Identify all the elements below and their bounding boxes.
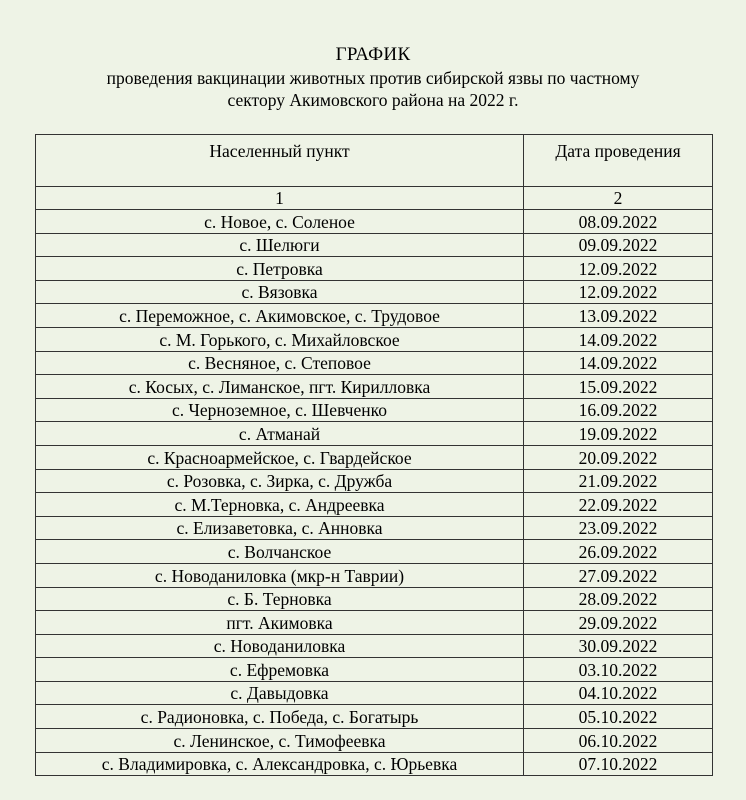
table-row [36,422,713,446]
table-row [36,210,713,234]
header-date: Дата проведения [524,135,713,187]
settlement-cell: с. Ефремовка [36,658,524,682]
table-row [36,540,713,564]
table-row [36,233,713,257]
settlement-cell: с. Радионовка, с. Победа, с. Богатырь [36,705,524,729]
date-cell: 12.09.2022 [524,280,713,304]
settlement-cell: с. Новоданиловка [36,634,524,658]
settlement-cell: с. Ленинское, с. Тимофеевка [36,729,524,753]
header-settlement: Населенный пункт [36,135,524,187]
date-cell: 28.09.2022 [524,587,713,611]
table-row [36,729,713,753]
date-cell: 12.09.2022 [524,257,713,281]
date-cell: 04.10.2022 [524,681,713,705]
settlement-cell: с. Б. Терновка [36,587,524,611]
settlement-cell: с. Елизаветовка, с. Анновка [36,516,524,540]
date-cell: 03.10.2022 [524,658,713,682]
table-header-row [36,135,713,187]
settlement-cell: пгт. Акимовка [36,611,524,635]
subtitle-line-2: сектору Акимовского района на 2022 г. [227,90,519,110]
date-cell: 07.10.2022 [524,752,713,776]
settlement-cell: с. Весняное, с. Степовое [36,351,524,375]
table-row [36,493,713,517]
subtitle-line-1: проведения вакцинации животных против сибирской язвы по частному [106,68,640,88]
table-row [36,304,713,328]
table-row [36,563,713,587]
date-cell: 14.09.2022 [524,327,713,351]
settlement-cell: с. Атманай [36,422,524,446]
date-cell: 13.09.2022 [524,304,713,328]
date-cell: 08.09.2022 [524,210,713,234]
table-row [36,516,713,540]
settlement-cell: с. Черноземное, с. Шевченко [36,398,524,422]
table-row [36,445,713,469]
date-cell: 30.09.2022 [524,634,713,658]
date-cell: 05.10.2022 [524,705,713,729]
settlement-cell: с. Давыдовка [36,681,524,705]
date-cell: 21.09.2022 [524,469,713,493]
date-cell: 15.09.2022 [524,375,713,399]
settlement-cell: с. Владимировка, с. Александровка, с. Юрьевка [36,752,524,776]
table-row [36,611,713,635]
table-row [36,280,713,304]
date-cell: 23.09.2022 [524,516,713,540]
settlement-cell: с. М.Терновка, с. Андреевка [36,493,524,517]
column-number-row [36,187,713,210]
date-cell: 22.09.2022 [524,493,713,517]
settlement-cell: с. Вязовка [36,280,524,304]
settlement-cell: с. М. Горького, с. Михайловское [36,327,524,351]
document-title: ГРАФИК [335,44,411,65]
table-row [36,375,713,399]
date-cell: 14.09.2022 [524,351,713,375]
table-row [36,257,713,281]
table-row [36,398,713,422]
settlement-cell: с. Новоданиловка (мкр-н Таврии) [36,563,524,587]
column-number-1: 1 [36,187,524,210]
date-cell: 29.09.2022 [524,611,713,635]
date-cell: 06.10.2022 [524,729,713,753]
date-cell: 16.09.2022 [524,398,713,422]
date-cell: 20.09.2022 [524,445,713,469]
table-row [36,752,713,776]
settlement-cell: с. Переможное, с. Акимовское, с. Трудовое [36,304,524,328]
table-row [36,351,713,375]
date-cell: 27.09.2022 [524,563,713,587]
settlement-cell: с. Петровка [36,257,524,281]
settlement-cell: с. Шелюги [36,233,524,257]
table-row [36,658,713,682]
settlement-cell: с. Красноармейское, с. Гвардейское [36,445,524,469]
settlement-cell: с. Волчанское [36,540,524,564]
date-cell: 19.09.2022 [524,422,713,446]
column-number-2: 2 [524,187,713,210]
date-cell: 09.09.2022 [524,233,713,257]
settlement-cell: с. Косых, с. Лиманское, пгт. Кирилловка [36,375,524,399]
table-row [36,469,713,493]
table-row [36,705,713,729]
vaccination-schedule-table [35,134,713,776]
date-cell: 26.09.2022 [524,540,713,564]
document-subtitle [0,67,746,111]
table-row [36,681,713,705]
settlement-cell: с. Розовка, с. Зирка, с. Дружба [36,469,524,493]
table-row [36,634,713,658]
table-row [36,327,713,351]
table-body [36,210,713,776]
table-row [36,587,713,611]
settlement-cell: с. Новое, с. Соленое [36,210,524,234]
